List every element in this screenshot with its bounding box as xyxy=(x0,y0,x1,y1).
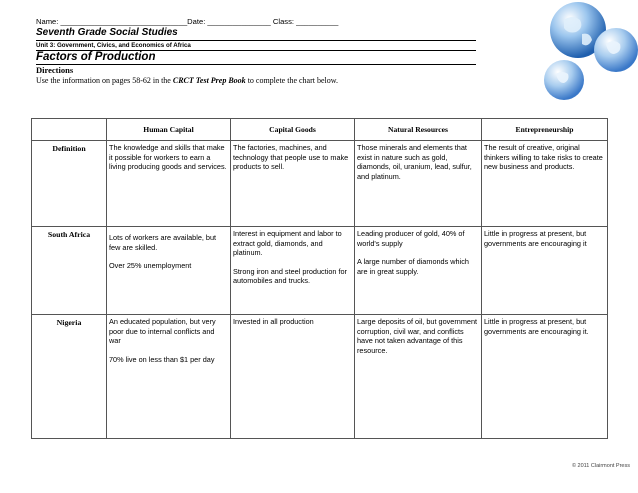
table-cell xyxy=(355,315,482,439)
directions-heading: Directions xyxy=(36,65,74,75)
table-cell xyxy=(107,141,231,227)
table-cell xyxy=(107,227,231,315)
directions-before: Use the information on pages 58-62 in the xyxy=(36,76,173,85)
cell-text: Little in progress at present, but governments are encouraging it xyxy=(484,229,587,248)
column-header: Entrepreneurship xyxy=(482,119,608,141)
table-row xyxy=(32,227,608,315)
row-label: South Africa xyxy=(32,227,107,315)
directions-text xyxy=(36,76,476,86)
cell-text: The knowledge and skills that make it possible for workers to earn a living producing goods and services. xyxy=(109,143,227,172)
table-cell xyxy=(107,315,231,439)
topic-title: Factors of Production xyxy=(36,51,476,65)
copyright-note: © 2011 Clairmont Press xyxy=(571,463,630,469)
table-cell xyxy=(355,227,482,315)
cell-text: Little in progress at present, but governments are encouraging it. xyxy=(484,317,589,336)
table-row xyxy=(32,315,608,439)
table-cell xyxy=(231,315,355,439)
factors-chart xyxy=(31,118,608,439)
column-header: Human Capital xyxy=(107,119,231,141)
row-label: Definition xyxy=(32,141,107,227)
cell-text: Interest in equipment and labor to extract gold, diamonds, and platinum. xyxy=(233,229,342,258)
row-label: Nigeria xyxy=(32,315,107,439)
table-cell xyxy=(482,227,608,315)
cell-text: The result of creative, original thinkers willing to take risks to create new business and products. xyxy=(484,143,603,172)
cell-text: Over 25% unemployment xyxy=(109,261,192,271)
directions-after: to complete the chart below. xyxy=(245,76,339,85)
table-cell xyxy=(355,141,482,227)
cell-text: 70% live on less than $1 per day xyxy=(109,354,215,364)
cell-text: Those minerals and elements that exist in nature such as gold, diamonds, oil, uranium, lead, sulfur, and platinum. xyxy=(357,143,472,181)
table-cell xyxy=(231,227,355,315)
course-title: Seventh Grade Social Studies xyxy=(36,27,476,41)
cell-text: Invested in all production xyxy=(233,317,314,326)
table-cell xyxy=(231,141,355,227)
cell-text: A large number of diamonds which are in great supply. xyxy=(357,257,469,276)
corner-cell xyxy=(32,119,107,141)
cell-text: Lots of workers are available, but few are skilled. xyxy=(109,233,217,252)
name-date-class-line: Name: ______________________________Date: _______________ Class: __________ xyxy=(36,17,339,26)
table-row xyxy=(32,141,608,227)
column-header: Natural Resources xyxy=(355,119,482,141)
directions-book: CRCT Test Prep Book xyxy=(172,76,246,85)
cell-text: An educated population, but very poor due to internal conflicts and war xyxy=(109,317,216,346)
cell-text: Strong iron and steel production for automobiles and trucks. xyxy=(233,266,347,286)
worksheet-header xyxy=(36,4,476,86)
cell-text: Leading producer of gold, 40% of world's supply xyxy=(357,229,465,248)
cell-text: Large deposits of oil, but government corruption, civil war, and conflicts have not taken advantage of this resource. xyxy=(357,317,478,355)
column-header: Capital Goods xyxy=(231,119,355,141)
table-cell xyxy=(482,141,608,227)
table-cell xyxy=(482,315,608,439)
cell-text: The factories, machines, and technology that people use to make products to sell. xyxy=(233,143,349,172)
globes-icon xyxy=(506,0,638,110)
unit-title: Unit 3: Government, Civics, and Economics of Africa xyxy=(36,41,476,51)
table-header-row xyxy=(32,119,608,141)
